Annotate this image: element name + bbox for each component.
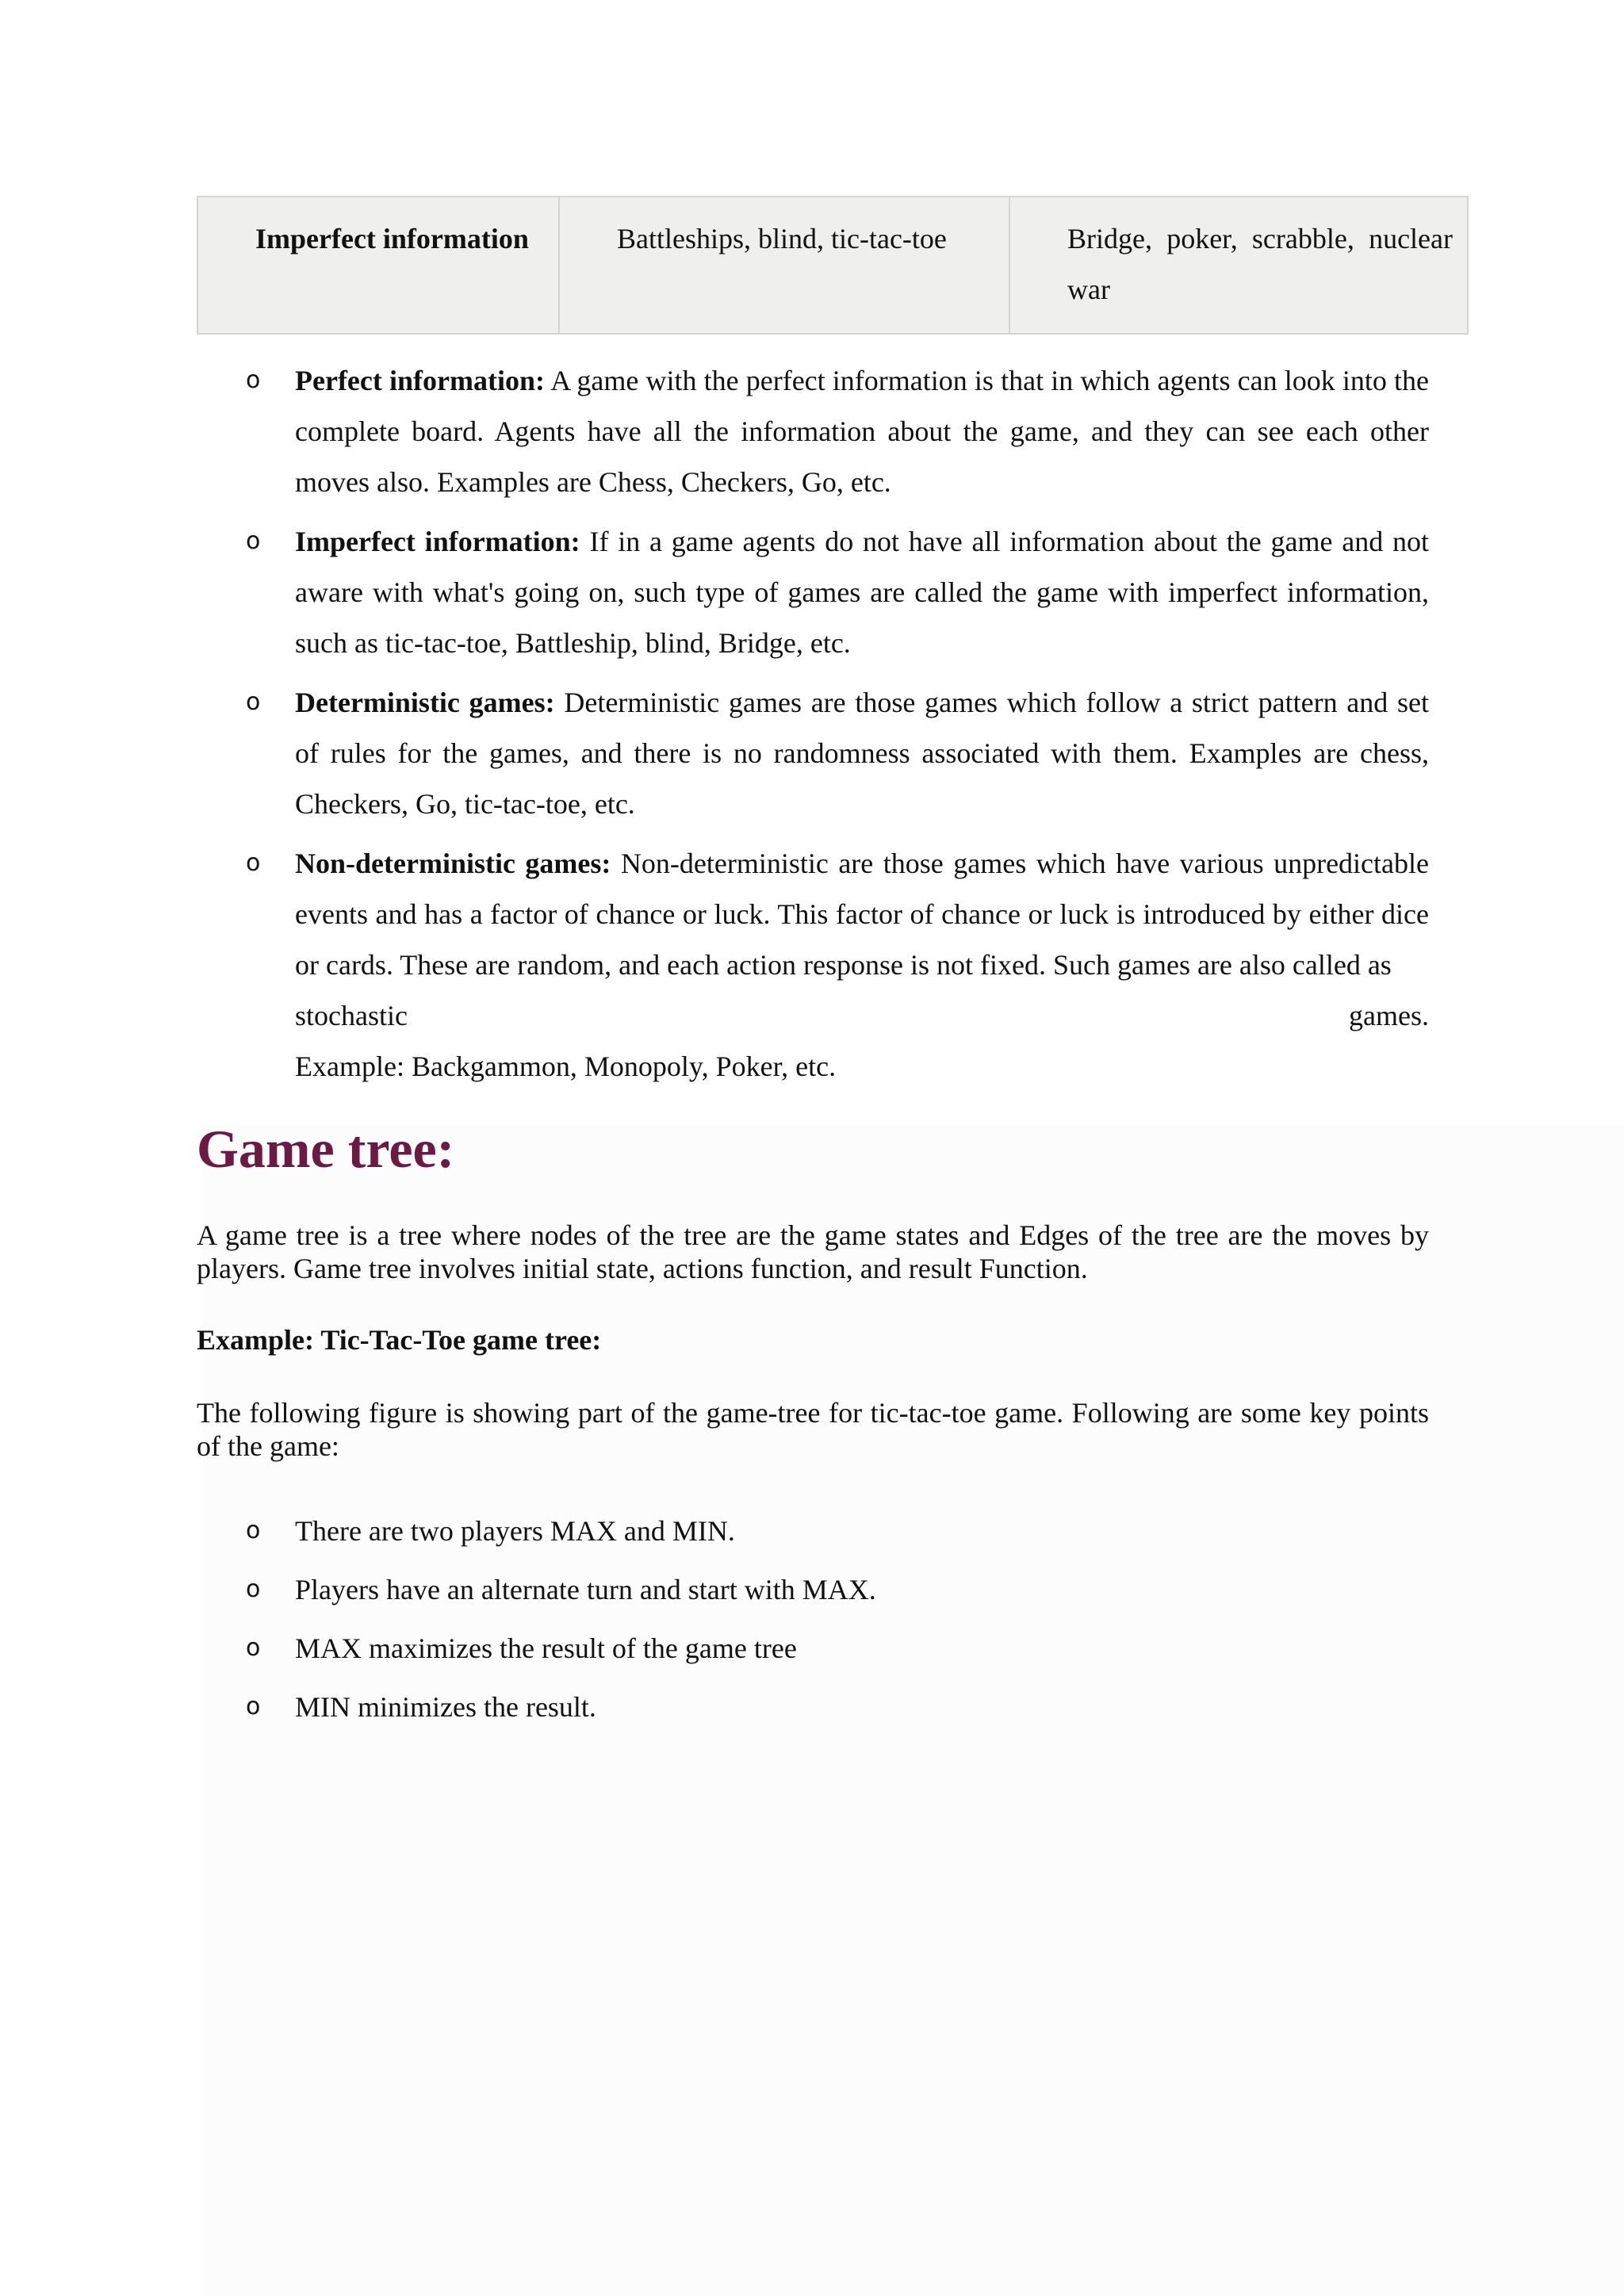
list-item-text: Players have an alternate turn and start with MAX. (295, 1574, 876, 1605)
list-item (246, 355, 1430, 507)
list-item-text: MIN minimizes the result. (295, 1691, 596, 1723)
figure-intro-paragraph: The following figure is showing part of the game-tree for tic-tac-toe game. Following are some key points of the game: (197, 1397, 1429, 1462)
list-item-text: There are two players MAX and MIN. (295, 1515, 735, 1547)
list-item-term: Perfect information: (295, 365, 546, 396)
game-types-table (197, 196, 1469, 335)
list-item (246, 1686, 1624, 1728)
list-item (246, 1510, 1624, 1552)
list-item (246, 1628, 1624, 1669)
table-cell-deterministic: Battleships, blind, tic-tac-toe (559, 197, 1009, 334)
list-item (246, 677, 1429, 829)
table-cell-chance-moves: Bridge, poker, scrabble, nuclear war (1009, 197, 1468, 334)
example-title: Example: Tic-Tac-Toe game tree: (197, 1324, 602, 1356)
bullet-marker: o (246, 1517, 261, 1544)
bullet-marker: o (246, 1693, 261, 1720)
list-item-word-left: stochastic (295, 1000, 408, 1031)
list-item-text: If in a game agents do not have all information about the game and not aware with what's going on, such type of games are called the game with imperfect information, such as tic-tac-toe, Battleship, blind, Bridge, etc. (295, 526, 1429, 659)
game-types-list (0, 355, 1624, 1100)
list-item-line (295, 990, 1429, 1041)
list-item-term: Non-deterministic games: (295, 848, 611, 879)
game-tree-paragraph: A game tree is a tree where nodes of the tree are the game states and Edges of the tree are the moves by players. Game tree involves initial state, actions function, and result Function. (197, 1219, 1429, 1284)
list-item-word-right: games. (1349, 1000, 1429, 1031)
list-item (246, 516, 1429, 668)
bullet-marker: o (246, 527, 261, 555)
bullet-marker: o (246, 1575, 261, 1603)
bullet-marker: o (246, 1634, 261, 1662)
list-item-text: A game with the perfect information is that in which agents can look into the complete board. Agents have all the information about the game, and they can see each other moves also. Examples are Chess, Checkers, Go, etc. (295, 365, 1430, 498)
list-item-text: Deterministic games are those games which follow a strict pattern and set of rules for the games, and there is no randomness associated with them. Examples are chess, Checkers, Go, tic-tac-toe, etc. (295, 687, 1429, 820)
list-item (246, 838, 1429, 1092)
table-row (197, 197, 1468, 334)
list-item-text: Non-deterministic are those games which have various unpredictable events and has a factor of chance or luck. This factor of chance or luck is introduced by either dice or cards. These are random, and each action response is not fixed. Such games are also called as (295, 848, 1429, 981)
list-item-term: Imperfect information: (295, 526, 580, 557)
bullet-marker: o (246, 688, 261, 716)
table-cell-label: Imperfect information (197, 197, 559, 334)
bullet-marker: o (246, 849, 261, 877)
key-points-list (0, 1510, 1624, 1745)
list-item (246, 1569, 1624, 1610)
list-item-term: Deterministic games: (295, 687, 555, 718)
list-item-example: Example: Backgammon, Monopoly, Poker, etc. (295, 1050, 837, 1082)
bullet-marker: o (246, 366, 261, 394)
list-item-text: MAX maximizes the result of the game tree (295, 1632, 797, 1664)
section-heading: Game tree: (197, 1119, 455, 1179)
